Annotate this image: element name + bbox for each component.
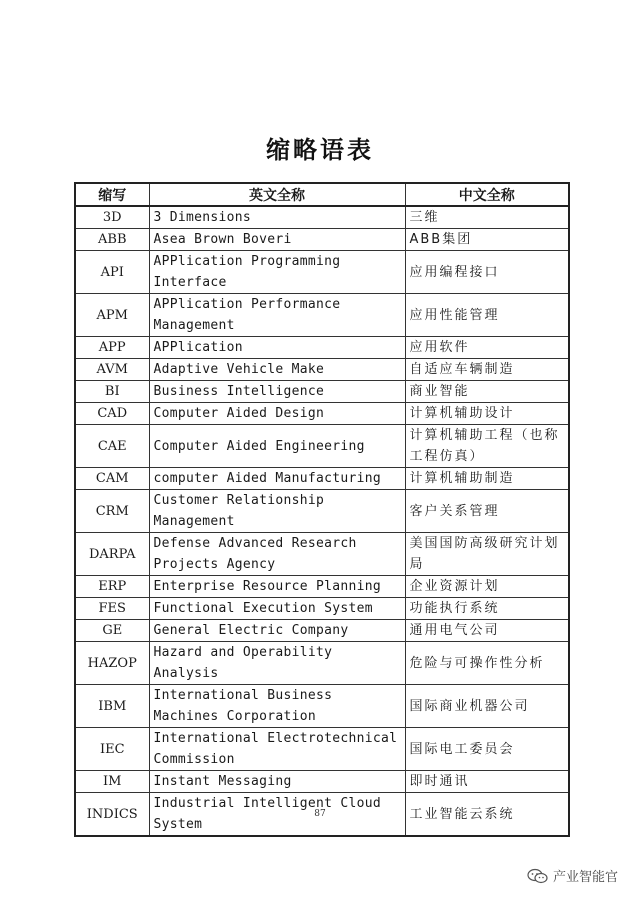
english-name-cell: APPlication Performance Management	[149, 294, 405, 337]
abbr-cell: IBM	[75, 685, 149, 728]
table-row	[75, 337, 569, 359]
table-row	[75, 425, 569, 468]
table-row	[75, 620, 569, 642]
abbr-cell: AVM	[75, 359, 149, 381]
english-name-cell: Asea Brown Boveri	[149, 229, 405, 251]
english-name-cell: General Electric Company	[149, 620, 405, 642]
abbr-cell: INDICS	[75, 793, 149, 837]
abbr-cell: CAM	[75, 468, 149, 490]
header-abbr: 缩写	[75, 183, 149, 206]
table-row	[75, 381, 569, 403]
abbr-cell: APM	[75, 294, 149, 337]
table-row	[75, 229, 569, 251]
chinese-name-cell: 客户关系管理	[405, 490, 569, 533]
abbr-cell: DARPA	[75, 533, 149, 576]
english-name-cell: Industrial Intelligent Cloud System	[149, 793, 405, 837]
abbr-cell: GE	[75, 620, 149, 642]
chinese-name-cell: 美国国防高级研究计划局	[405, 533, 569, 576]
table-row	[75, 728, 569, 771]
english-name-cell: Functional Execution System	[149, 598, 405, 620]
page-title: 缩略语表	[266, 136, 374, 164]
english-name-cell: computer Aided Manufacturing	[149, 468, 405, 490]
abbr-cell: CAD	[75, 403, 149, 425]
table-row	[75, 468, 569, 490]
abbr-cell: HAZOP	[75, 642, 149, 685]
chinese-name-cell: 计算机辅助设计	[405, 403, 569, 425]
english-name-cell: Enterprise Resource Planning	[149, 576, 405, 598]
chinese-name-cell: 危险与可操作性分析	[405, 642, 569, 685]
english-name-cell: Business Intelligence	[149, 381, 405, 403]
chinese-name-cell: 三维	[405, 206, 569, 229]
table-row	[75, 403, 569, 425]
table-row	[75, 490, 569, 533]
chinese-name-cell: 通用电气公司	[405, 620, 569, 642]
table-header-row	[75, 183, 569, 206]
chinese-name-cell: ABB集团	[405, 229, 569, 251]
english-name-cell: Hazard and Operability Analysis	[149, 642, 405, 685]
chinese-name-cell: 功能执行系统	[405, 598, 569, 620]
chinese-name-cell: 应用软件	[405, 337, 569, 359]
abbr-cell: APP	[75, 337, 149, 359]
table-body	[75, 206, 569, 836]
table-row	[75, 642, 569, 685]
chinese-name-cell: 应用性能管理	[405, 294, 569, 337]
table-row	[75, 359, 569, 381]
table-row	[75, 771, 569, 793]
english-name-cell: APPlication	[149, 337, 405, 359]
page-number: 87	[314, 809, 326, 819]
chinese-name-cell: 即时通讯	[405, 771, 569, 793]
table-row	[75, 251, 569, 294]
table-row	[75, 598, 569, 620]
abbr-cell: BI	[75, 381, 149, 403]
table-row	[75, 685, 569, 728]
english-name-cell: Instant Messaging	[149, 771, 405, 793]
english-name-cell: International Business Machines Corporation	[149, 685, 405, 728]
header-english: 英文全称	[149, 183, 405, 206]
chinese-name-cell: 国际商业机器公司	[405, 685, 569, 728]
abbr-cell: CAE	[75, 425, 149, 468]
header-chinese: 中文全称	[405, 183, 569, 206]
chinese-name-cell: 计算机辅助工程（也称工程仿真）	[405, 425, 569, 468]
chinese-name-cell: 计算机辅助制造	[405, 468, 569, 490]
abbr-cell: 3D	[75, 206, 149, 229]
english-name-cell: Computer Aided Engineering	[149, 425, 405, 468]
table-row	[75, 533, 569, 576]
english-name-cell: Adaptive Vehicle Make	[149, 359, 405, 381]
abbr-cell: IM	[75, 771, 149, 793]
english-name-cell: Defense Advanced Research Projects Agency	[149, 533, 405, 576]
table-row	[75, 576, 569, 598]
chinese-name-cell: 国际电工委员会	[405, 728, 569, 771]
abbr-cell: FES	[75, 598, 149, 620]
chinese-name-cell: 应用编程接口	[405, 251, 569, 294]
english-name-cell: APPlication Programming Interface	[149, 251, 405, 294]
english-name-cell: Customer Relationship Management	[149, 490, 405, 533]
chinese-name-cell: 商业智能	[405, 381, 569, 403]
table-row	[75, 294, 569, 337]
chinese-name-cell: 工业智能云系统	[405, 793, 569, 837]
table-row	[75, 206, 569, 229]
abbr-cell: CRM	[75, 490, 149, 533]
abbr-cell: IEC	[75, 728, 149, 771]
abbr-cell: ABB	[75, 229, 149, 251]
abbreviation-table	[74, 182, 570, 837]
abbr-cell: API	[75, 251, 149, 294]
wechat-icon	[527, 868, 549, 884]
english-name-cell: Computer Aided Design	[149, 403, 405, 425]
abbr-cell: ERP	[75, 576, 149, 598]
watermark-text: 产业智能官	[552, 870, 618, 885]
chinese-name-cell: 企业资源计划	[405, 576, 569, 598]
english-name-cell: International Electrotechnical Commission	[149, 728, 405, 771]
english-name-cell: 3 Dimensions	[149, 206, 405, 229]
chinese-name-cell: 自适应车辆制造	[405, 359, 569, 381]
watermark	[527, 866, 618, 885]
